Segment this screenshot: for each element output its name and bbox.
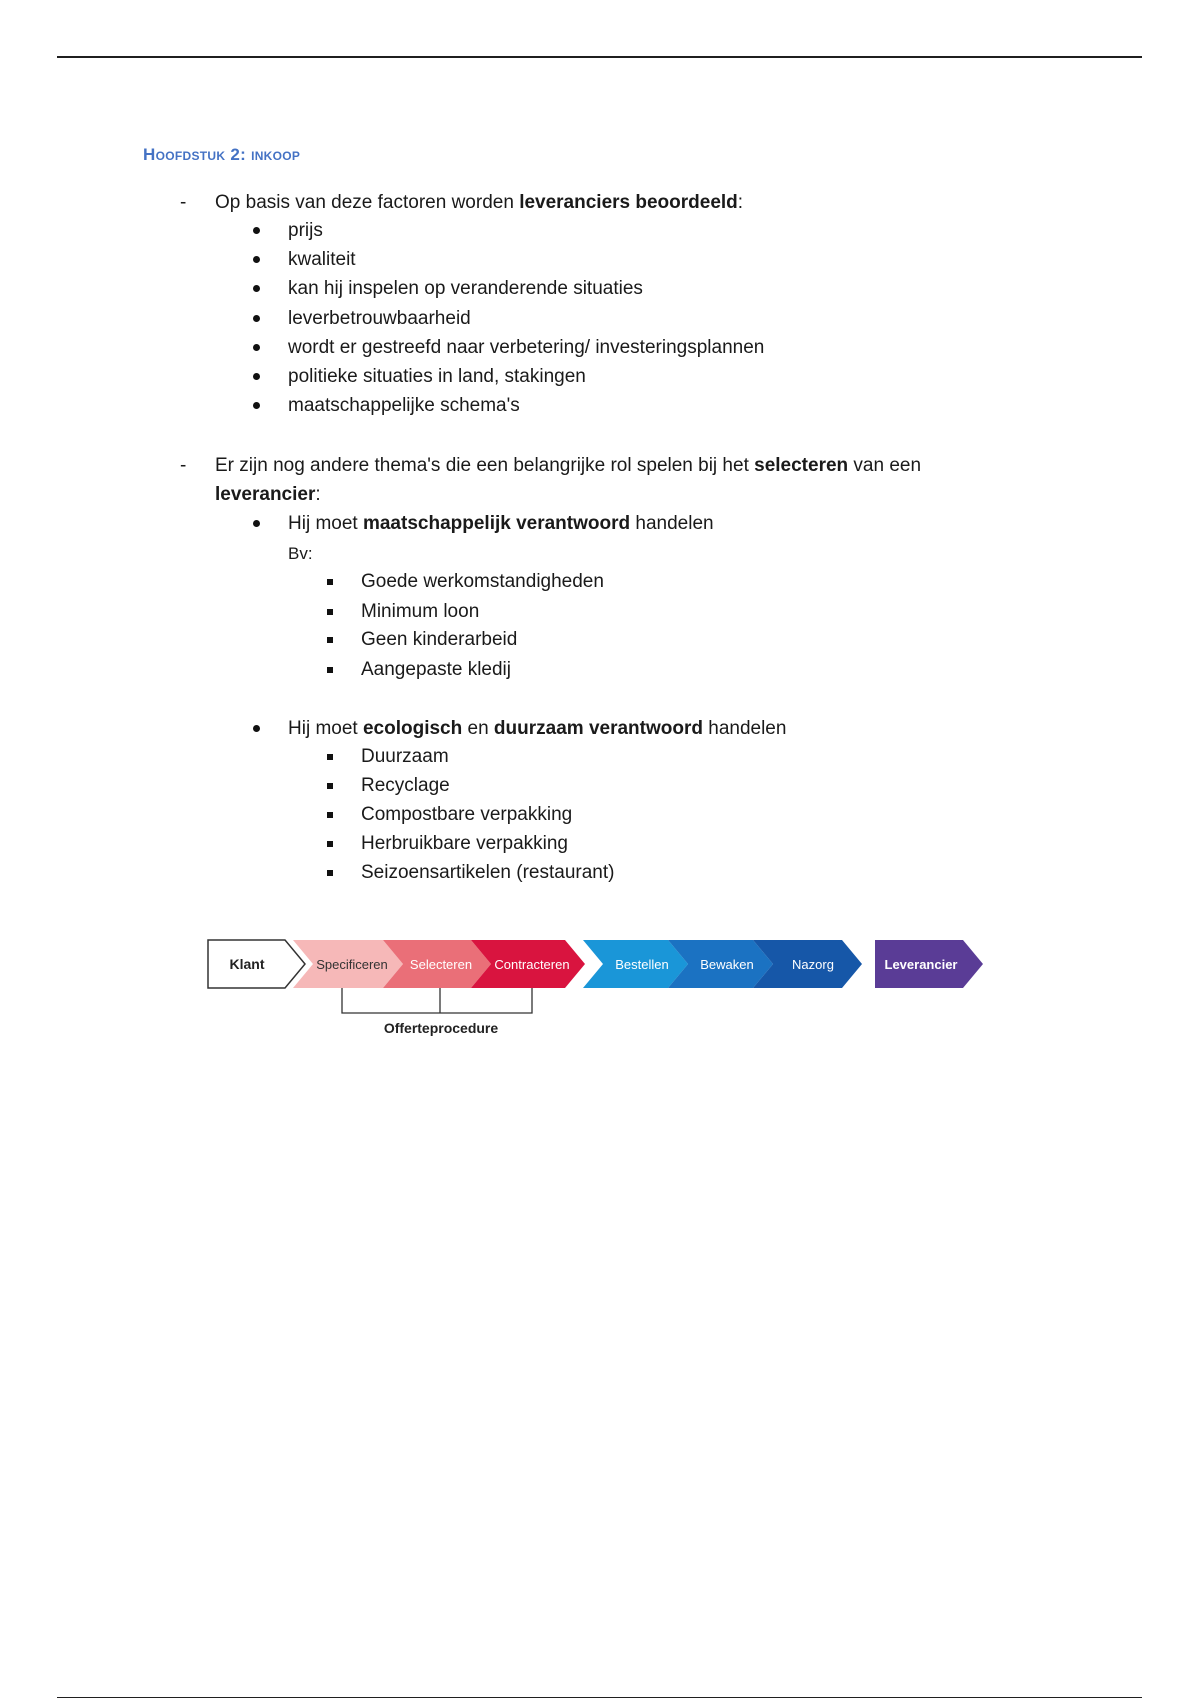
dash-marker: - (180, 192, 187, 213)
list-item: Hij moet ecologisch en duurzaam verantwoord handelen (288, 718, 787, 739)
square-bullet-icon (327, 579, 333, 585)
sub-list-item: Seizoensartikelen (restaurant) (361, 862, 615, 883)
list-item: politieke situaties in land, stakingen (288, 366, 586, 387)
list-item: wordt er gestreefd naar verbetering/ investeringsplannen (288, 337, 765, 358)
step-contracteren-label: Contracteren (494, 957, 570, 972)
sub-list-item: Minimum loon (361, 601, 480, 622)
section2-intro: Er zijn nog andere thema's die een belangrijke rol spelen bij het selecteren van een (215, 455, 922, 476)
square-bullet-icon (327, 609, 333, 615)
list-item: Hij moet maatschappelijk verantwoord handelen (288, 513, 714, 534)
list-item: maatschappelijke schema's (288, 395, 520, 416)
offerte-label: Offerteprocedure (383, 1020, 499, 1036)
sub-list-item: Herbruikbare verpakking (361, 833, 568, 854)
bullet-icon (253, 520, 260, 527)
bullet-icon (253, 285, 260, 292)
list-item: prijs (288, 220, 323, 241)
process-diagram-svg (205, 935, 985, 1045)
step-bewaken-label: Bewaken (700, 957, 754, 972)
sub-list-item: Recyclage (361, 775, 450, 796)
bullet-icon (253, 402, 260, 409)
list-item: kwaliteit (288, 249, 356, 270)
footer-rule (57, 1697, 1142, 1698)
square-bullet-icon (327, 667, 333, 673)
sub-list-item: Goede werkomstandigheden (361, 571, 604, 592)
step-klant-label: Klant (229, 956, 265, 972)
chapter-heading: Hoofdstuk 2: inkoop (143, 145, 301, 164)
sub-list-item: Geen kinderarbeid (361, 629, 518, 650)
square-bullet-icon (327, 783, 333, 789)
square-bullet-icon (327, 754, 333, 760)
section2-intro-cont: leverancier: (215, 484, 321, 505)
square-bullet-icon (327, 812, 333, 818)
step-nazorg-label: Nazorg (792, 957, 834, 972)
section1-intro: Op basis van deze factoren worden leveranciers beoordeeld: (215, 192, 744, 213)
list-item: leverbetrouwbaarheid (288, 308, 471, 329)
step-bestellen-label: Bestellen (615, 957, 669, 972)
step-leverancier-label: Leverancier (884, 957, 958, 972)
offerte-bracket (342, 988, 532, 1013)
header-rule (57, 56, 1142, 58)
step-selecteren-label: Selecteren (409, 957, 473, 972)
dash-marker: - (180, 455, 187, 476)
square-bullet-icon (327, 841, 333, 847)
process-diagram (205, 935, 985, 1045)
bullet-icon (253, 227, 260, 234)
example-label: Bv: (288, 544, 313, 563)
sub-list-item: Aangepaste kledij (361, 659, 511, 680)
sub-list-item: Compostbare verpakking (361, 804, 573, 825)
bullet-icon (253, 344, 260, 351)
list-item: kan hij inspelen op veranderende situaties (288, 278, 643, 299)
sub-list-item: Duurzaam (361, 746, 449, 767)
square-bullet-icon (327, 637, 333, 643)
square-bullet-icon (327, 870, 333, 876)
bullet-icon (253, 373, 260, 380)
step-specificeren-label: Specificeren (316, 957, 388, 972)
bullet-icon (253, 315, 260, 322)
bullet-icon (253, 725, 260, 732)
bullet-icon (253, 256, 260, 263)
